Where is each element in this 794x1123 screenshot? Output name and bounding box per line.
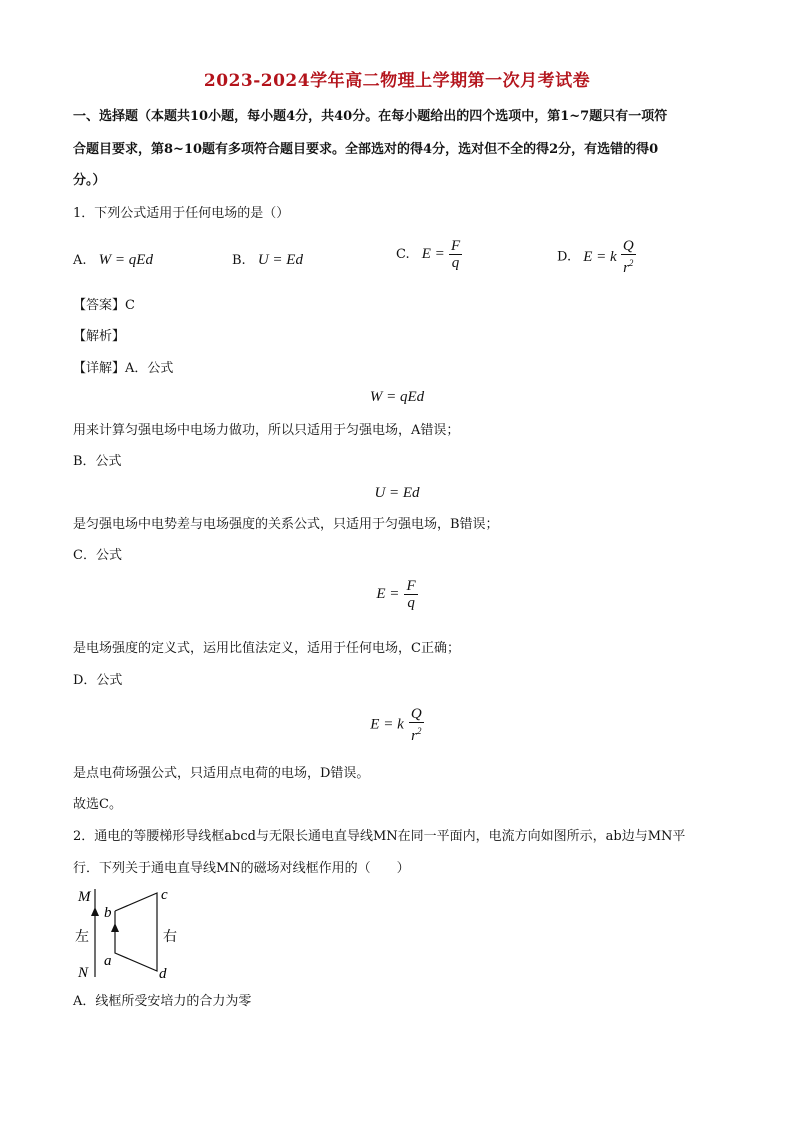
fraction <box>621 238 636 276</box>
numerator: F <box>450 238 461 254</box>
label-m: M <box>78 889 91 905</box>
section-instruction-line-3: 分。） <box>73 173 106 188</box>
exponent: 2 <box>416 726 422 736</box>
q1-analysis-heading: 【解析】 <box>73 329 126 344</box>
formula-work: W = qEd <box>369 389 425 405</box>
label-b: b <box>104 905 112 921</box>
formula: W = qEd <box>98 252 153 268</box>
wire-current-arrow-icon <box>91 907 99 916</box>
q2-stem-line-2: 行．下列关于通电直导线MN的磁场对线框作用的（ ） <box>73 861 410 876</box>
numerator: F <box>406 578 416 594</box>
q1-option-c <box>396 238 462 271</box>
label-left: 左 <box>75 929 89 945</box>
q1-text-b: 是匀强电场中电势差与电场强度的关系公式，只适用于匀强电场，B错误； <box>73 517 499 532</box>
formula-potential: U = Ed <box>374 485 420 501</box>
section-instruction-line-1: 一、选择题（本题共10小题，每小题4分，共40分。在每小题给出的四个选项中，第1~7题只有一项符 <box>73 109 668 124</box>
fraction <box>409 706 424 744</box>
q1-option-b <box>232 252 303 269</box>
fraction <box>449 238 462 271</box>
den-base: r <box>623 260 629 276</box>
option-label: D. <box>557 249 572 265</box>
label-a: a <box>104 953 112 969</box>
q1-text-c: 是电场强度的定义式，运用比值法定义，适用于任何电场，C正确； <box>73 641 460 656</box>
label-right: 右 <box>163 929 177 945</box>
numerator: Q <box>410 706 422 722</box>
label-c: c <box>161 887 168 903</box>
q1-detail-b: B．公式 <box>73 454 122 469</box>
q1-conclusion: 故选C。 <box>73 797 122 812</box>
denominator: q <box>451 255 460 271</box>
formula-lhs: E = <box>376 586 400 602</box>
q1-text-a: 用来计算匀强电场中电场力做功，所以只适用于匀强电场，A错误； <box>73 423 460 438</box>
q1-detail-a: 【详解】A．公式 <box>73 361 174 376</box>
page-title: 2023-2024学年高二物理上学期第一次月考试卷 <box>203 71 591 91</box>
exponent: 2 <box>628 258 634 268</box>
numerator: Q <box>622 238 634 254</box>
q1-detail-c: C．公式 <box>73 548 122 563</box>
formula-point-charge <box>0 706 794 744</box>
q1-text-d: 是点电荷场强公式，只适用点电荷的电场，D错误。 <box>73 766 370 781</box>
fraction <box>404 578 417 611</box>
denominator: q <box>407 595 415 611</box>
q1-option-a <box>73 252 153 269</box>
q1-detail-d: D．公式 <box>73 673 123 688</box>
wire-frame-figure <box>73 885 193 985</box>
q1-option-d <box>557 238 636 276</box>
q1-stem: 1．下列公式适用于任何电场的是（） <box>73 206 290 221</box>
formula-lhs: E = k <box>583 248 617 265</box>
denominator <box>621 255 636 276</box>
option-label: A. <box>73 253 87 268</box>
formula-field-definition <box>0 578 794 611</box>
q2-stem-line-1: 2．通电的等腰梯形导线框abcd与无限长通电直导线MN在同一平面内，电流方向如图所示，ab边与MN平 <box>73 829 686 844</box>
frame-current-arrow-icon <box>111 923 119 932</box>
option-label: B. <box>232 253 246 268</box>
option-label: C. <box>396 247 410 262</box>
section-instruction-line-2: 合题目要求，第8~10题有多项符合题目要求。全部选对的得4分，选对但不全的得2分，有选错的得0 <box>73 142 659 157</box>
label-n: N <box>78 965 89 981</box>
q2-option-a: A．线框所受安培力的合力为零 <box>73 994 252 1009</box>
q1-answer: 【答案】C <box>73 298 135 313</box>
formula-lhs: E = k <box>370 716 404 733</box>
formula-lhs: E = <box>421 246 445 262</box>
label-d: d <box>159 966 167 982</box>
den-base: r <box>411 728 417 744</box>
formula: U = Ed <box>257 252 303 268</box>
trapezoid-frame <box>115 893 157 971</box>
denominator <box>409 723 424 744</box>
